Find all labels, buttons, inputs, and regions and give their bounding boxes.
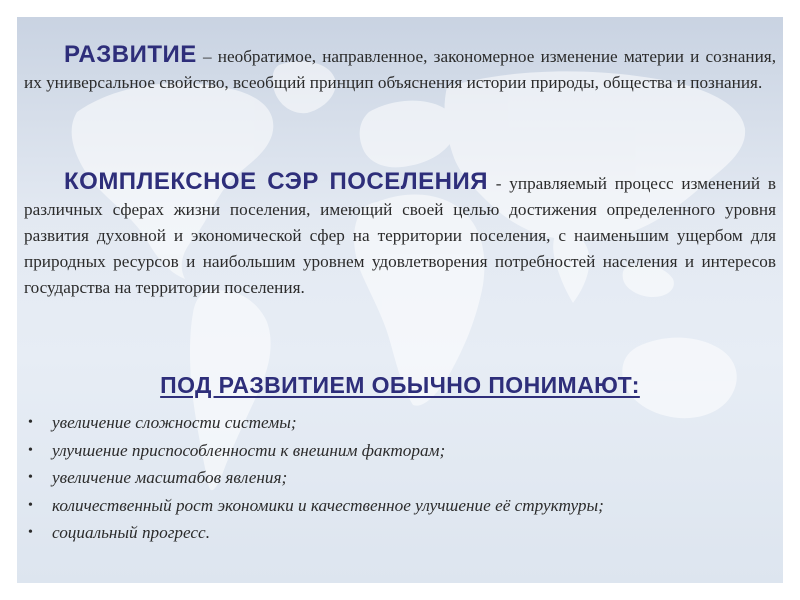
list-item — [25, 492, 777, 520]
list-item — [25, 464, 777, 492]
development-list — [25, 409, 777, 547]
term-development: РАЗВИТИЕ — [64, 41, 197, 68]
definition-complex-ser-text: - управляемый процесс изменений в различных сферах жизни поселения, имеющий своей целью достижения определенного уровня развития духовной и экономической сфер на территории поселения, с наименьшим ущербом для природных ресурсов и наибольшим уровнем удовлетворения потребностей населения и интересов государства на территории поселения. — [24, 174, 777, 297]
list-heading: ПОД РАЗВИТИЕМ ОБЫЧНО ПОНИМАЮТ: — [160, 372, 640, 398]
definition-complex-ser — [24, 169, 776, 301]
bullet-icon: • — [28, 525, 33, 540]
list-item-text: увеличение масштабов явления; — [52, 468, 288, 487]
bullet-icon: • — [28, 415, 33, 430]
term-complex-ser: КОМПЛЕКСНОЕ СЭР ПОСЕЛЕНИЯ — [64, 168, 488, 195]
definition-development — [24, 42, 776, 96]
slide — [17, 17, 783, 583]
slide-content — [17, 17, 783, 583]
definition-development-text: – необратимое, направленное, закономерное изменение материи и сознания, их универсальное свойство, всеобщий принцип объяснения истории природы, общества и познания. — [24, 47, 776, 92]
list-item-text: увеличение сложности системы; — [52, 413, 297, 432]
list-item-text: социальный прогресс. — [52, 523, 210, 542]
list-item-text: количественный рост экономики и качественное улучшение её структуры; — [52, 495, 604, 515]
list-item — [25, 409, 777, 437]
bullet-icon: • — [28, 470, 33, 485]
list-item-text: улучшение приспособленности к внешним факторам; — [52, 440, 446, 460]
bullet-icon: • — [28, 497, 33, 513]
list-item — [25, 437, 777, 465]
list-item — [25, 519, 777, 547]
bullet-icon: • — [28, 442, 33, 458]
